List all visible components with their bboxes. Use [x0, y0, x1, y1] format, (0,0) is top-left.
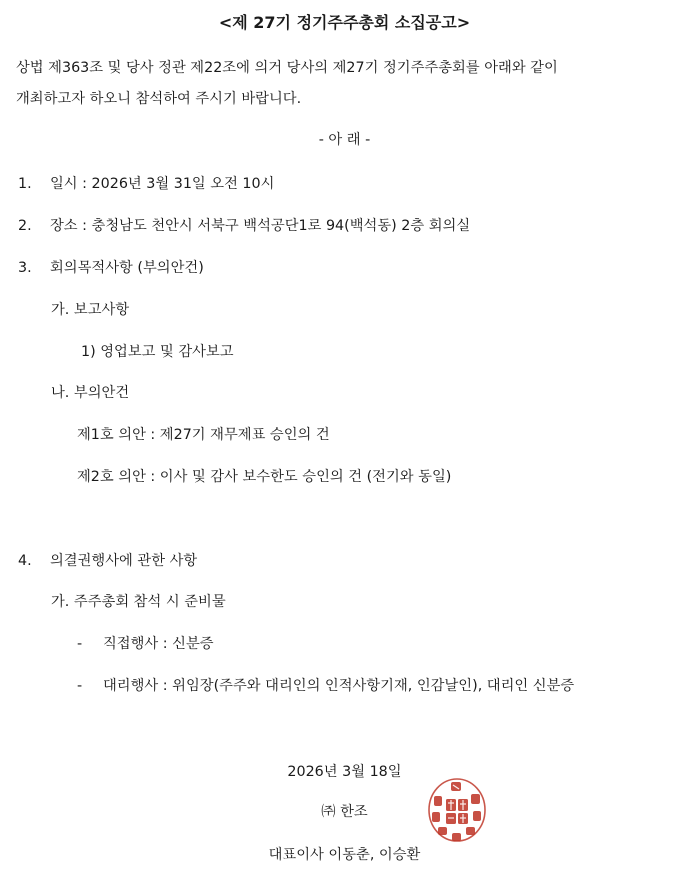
dash: -	[77, 678, 83, 694]
item-number: 2.	[18, 218, 32, 234]
page-title: <제 27기 정기주주총회 소집공고>	[218, 13, 471, 32]
item-number: 3.	[18, 260, 32, 276]
notice-date: 2026년 3월 18일	[287, 764, 402, 780]
prep-heading: 가. 주주총회 참석 시 준비물	[51, 594, 226, 610]
intro-line-2: 개최하고자 하오니 참석하여 주시기 바랍니다.	[16, 91, 302, 107]
item-text: 장소 : 충청남도 천안시 서북구 백석공단1로 94(백석동) 2층 회의실	[50, 218, 471, 234]
section-heading: - 아 래 -	[318, 132, 371, 148]
prep-item-text: 직접행사 : 신분증	[103, 636, 214, 652]
agenda-heading: 나. 부의안건	[51, 385, 130, 401]
company-name: ㈜ 한조	[321, 804, 368, 820]
item-text: 의결권행사에 관한 사항	[50, 553, 198, 569]
report-item: 1) 영업보고 및 감사보고	[81, 344, 234, 360]
agenda-item-2: 제2호 의안 : 이사 및 감사 보수한도 승인의 건 (전기와 동일)	[77, 469, 452, 485]
item-text: 회의목적사항 (부의안건)	[50, 260, 204, 276]
company-seal	[424, 774, 490, 846]
intro-line-1: 상법 제363조 및 당사 정관 제22조에 의거 당사의 제27기 정기주주총회를 아래와 같이	[16, 60, 558, 76]
item-text: 일시 : 2026년 3월 31일 오전 10시	[50, 176, 275, 192]
agenda-item-1: 제1호 의안 : 제27기 재무제표 승인의 건	[77, 427, 330, 443]
ceo-names: 대표이사 이동춘, 이승환	[268, 847, 421, 863]
prep-item-text: 대리행사 : 위임장(주주와 대리인의 인적사항기재, 인감날인), 대리인 신분증	[103, 678, 575, 694]
item-number: 1.	[18, 176, 32, 192]
report-heading: 가. 보고사항	[51, 302, 130, 318]
item-number: 4.	[18, 553, 32, 569]
dash: -	[77, 636, 83, 652]
